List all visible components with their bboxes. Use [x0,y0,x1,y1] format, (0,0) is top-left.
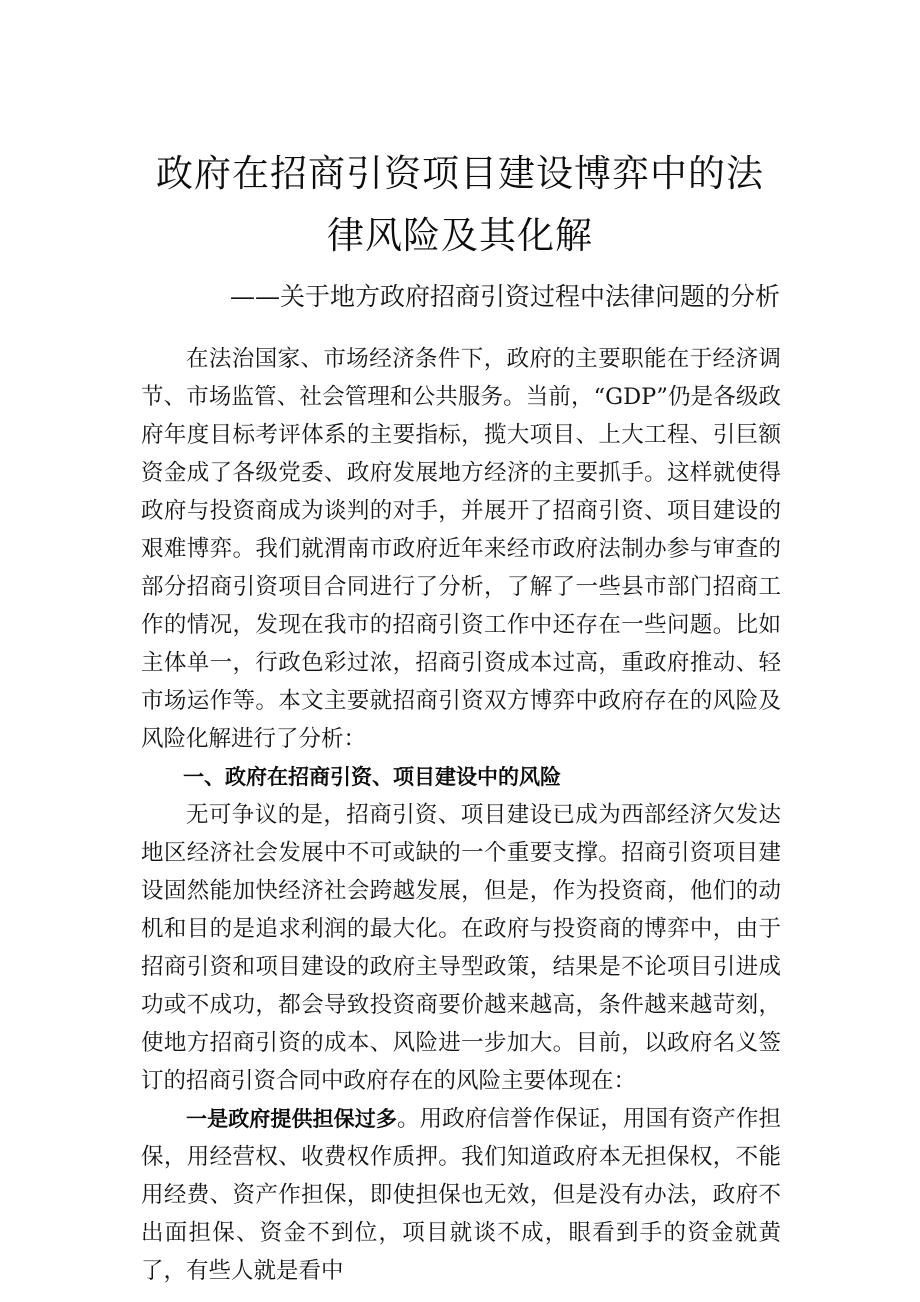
document-subtitle: ——关于地方政府招商引资过程中法律问题的分析 [229,282,780,311]
paragraph-text: 。用政府信誉作保证，用国有资产作担保，用经营权、收费权作质押。我们知道政府本无担保权，不能用经费、资产作担保，即使担保也无效，但是没有办法，政府不出面担保、资金不到位，项目就谈不成，眼看到手的资金就黄了，有些人就是看中 [141,1106,781,1284]
document-title: 政府在招商引资项目建设博弈中的法律风险及其化解 [156,152,764,257]
document-body [141,340,781,1290]
paragraph-lead-phrase: 一是政府提供担保过多 [186,1107,397,1131]
section-heading-1: 一、政府在招商引资、项目建设中的风险 [183,765,561,789]
body-paragraph-guarantee [141,1100,781,1290]
body-paragraph-risks: 无可争议的是，招商引资、项目建设已成为西部经济欠发达地区经济社会发展中不可或缺的一个重要支撑。招商引资项目建设固然能加快经济社会跨越发展，但是，作为投资商，他们的动机和目的是追求利润的最大化。在政府与投资商的博弈中，由于招商引资和项目建设的政府主导型政策，结果是不论项目引进成功或不成功，都会导致投资商要价越来越高，条件越来越苛刻，使地方招商引资的成本、风险进一步加大。目前，以政府名义签订的招商引资合同中政府存在的风险主要体现在： [141,802,781,1094]
body-paragraph-intro: 在法治国家、市场经济条件下，政府的主要职能在于经济调节、市场监管、社会管理和公共服务。当前，“GDP”仍是各级政府年度目标考评体系的主要指标，揽大项目、上大工程、引巨额资金成了各级党委、政府发展地方经济的主要抓手。这样就使得政府与投资商成为谈判的对手，并展开了招商引资、项目建设的艰难博弈。我们就渭南市政府近年来经市政府法制办参与审查的部分招商引资项目合同进行了分析，了解了一些县市部门招商工作的情况，发现在我市的招商引资工作中还存在一些问题。比如主体单一，行政色彩过浓，招商引资成本过高，重政府推动、轻市场运作等。本文主要就招商引资双方博弈中政府存在的风险及风险化解进行了分析： [141,346,781,752]
